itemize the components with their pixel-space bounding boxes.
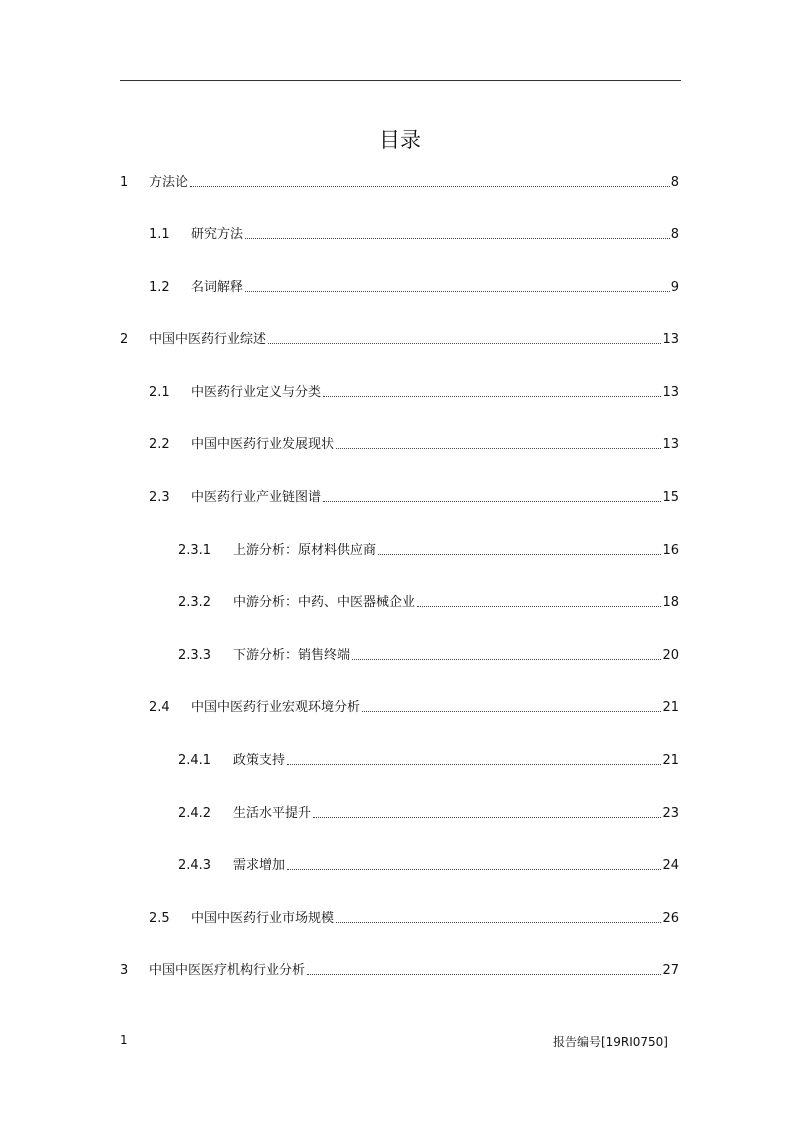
- entry-title: 中国中医药行业宏观环境分析: [191, 700, 361, 715]
- entry-title: 中国中医药行业市场规模: [191, 911, 335, 926]
- entry-number: 3: [120, 963, 129, 978]
- entry-number: 1.2: [149, 280, 170, 295]
- dot-leader: [245, 238, 670, 239]
- dot-leader: [323, 396, 661, 397]
- entry-number: 2.3.3: [178, 648, 212, 663]
- entry-page-number: 8: [670, 175, 679, 190]
- toc-entry[interactable]: [149, 277, 679, 297]
- entry-title: 需求增加: [233, 858, 286, 873]
- footer-report-code: 报告编号[19RI0750]: [552, 1035, 668, 1049]
- toc-entry[interactable]: [149, 382, 679, 402]
- dot-leader: [307, 974, 661, 975]
- entry-title: 上游分析：原材料供应商: [233, 543, 377, 558]
- entry-page-number: 13: [662, 385, 679, 400]
- toc-entry[interactable]: [178, 540, 679, 560]
- dot-leader: [313, 817, 661, 818]
- dot-leader: [352, 659, 661, 660]
- dot-leader: [323, 501, 661, 502]
- entry-page-number: 18: [662, 595, 679, 610]
- entry-page-number: 15: [662, 490, 679, 505]
- toc-title: 目录: [379, 128, 421, 152]
- entry-title: 中游分析：中药、中医器械企业: [233, 595, 416, 610]
- entry-number: 1.1: [149, 227, 170, 242]
- toc-entry[interactable]: [149, 434, 679, 454]
- entry-number: 2: [120, 332, 129, 347]
- toc-entry[interactable]: [120, 172, 679, 192]
- dot-leader: [336, 922, 661, 923]
- toc-entry[interactable]: [178, 592, 679, 612]
- entry-page-number: 13: [662, 437, 679, 452]
- entry-page-number: 23: [662, 806, 679, 821]
- entry-title: 政策支持: [233, 753, 286, 768]
- entry-title: 下游分析：销售终端: [233, 648, 351, 663]
- dot-leader: [378, 554, 661, 555]
- toc-entry[interactable]: [178, 803, 679, 823]
- entry-number: 2.5: [149, 911, 170, 926]
- entry-number: 2.4: [149, 700, 170, 715]
- footer-page-number: 1: [120, 1033, 128, 1047]
- entry-title: 中医药行业定义与分类: [191, 385, 322, 400]
- entry-page-number: 26: [662, 911, 679, 926]
- entry-page-number: 21: [662, 700, 679, 715]
- entry-page-number: 21: [662, 753, 679, 768]
- entry-number: 1: [120, 175, 129, 190]
- entry-number: 2.3.2: [178, 595, 212, 610]
- entry-page-number: 20: [662, 648, 679, 663]
- entry-number: 2.4.2: [178, 806, 212, 821]
- entry-page-number: 9: [670, 280, 679, 295]
- dot-leader: [268, 343, 661, 344]
- entry-title: 方法论: [149, 175, 189, 190]
- entry-page-number: 24: [662, 858, 679, 873]
- toc-entry[interactable]: [149, 224, 679, 244]
- entry-title: 中医药行业产业链图谱: [191, 490, 322, 505]
- dot-leader: [336, 448, 661, 449]
- toc-entry[interactable]: [178, 750, 679, 770]
- entry-title: 研究方法: [191, 227, 244, 242]
- entry-number: 2.4.3: [178, 858, 212, 873]
- dot-leader: [417, 606, 661, 607]
- entry-number: 2.2: [149, 437, 170, 452]
- entry-title: 中国中医医疗机构行业分析: [149, 963, 306, 978]
- toc-entry[interactable]: [120, 960, 679, 980]
- header-rule: [120, 80, 681, 81]
- entry-number: 2.1: [149, 385, 170, 400]
- entry-number: 2.3: [149, 490, 170, 505]
- toc-entry[interactable]: [178, 645, 679, 665]
- entry-number: 2.3.1: [178, 543, 212, 558]
- entry-title: 生活水平提升: [233, 806, 312, 821]
- toc-entry[interactable]: [120, 329, 679, 349]
- entry-page-number: 27: [662, 963, 679, 978]
- entry-title: 名词解释: [191, 280, 244, 295]
- dot-leader: [362, 711, 661, 712]
- dot-leader: [245, 291, 670, 292]
- toc-entry[interactable]: [149, 487, 679, 507]
- dot-leader: [287, 869, 661, 870]
- entry-page-number: 16: [662, 543, 679, 558]
- entry-title: 中国中医药行业发展现状: [191, 437, 335, 452]
- entry-page-number: 8: [670, 227, 679, 242]
- dot-leader: [287, 764, 661, 765]
- entry-page-number: 13: [662, 332, 679, 347]
- entry-number: 2.4.1: [178, 753, 212, 768]
- entry-title: 中国中医药行业综述: [149, 332, 267, 347]
- toc-entry[interactable]: [149, 697, 679, 717]
- dot-leader: [190, 186, 670, 187]
- toc-entry[interactable]: [149, 908, 679, 928]
- toc-entry[interactable]: [178, 855, 679, 875]
